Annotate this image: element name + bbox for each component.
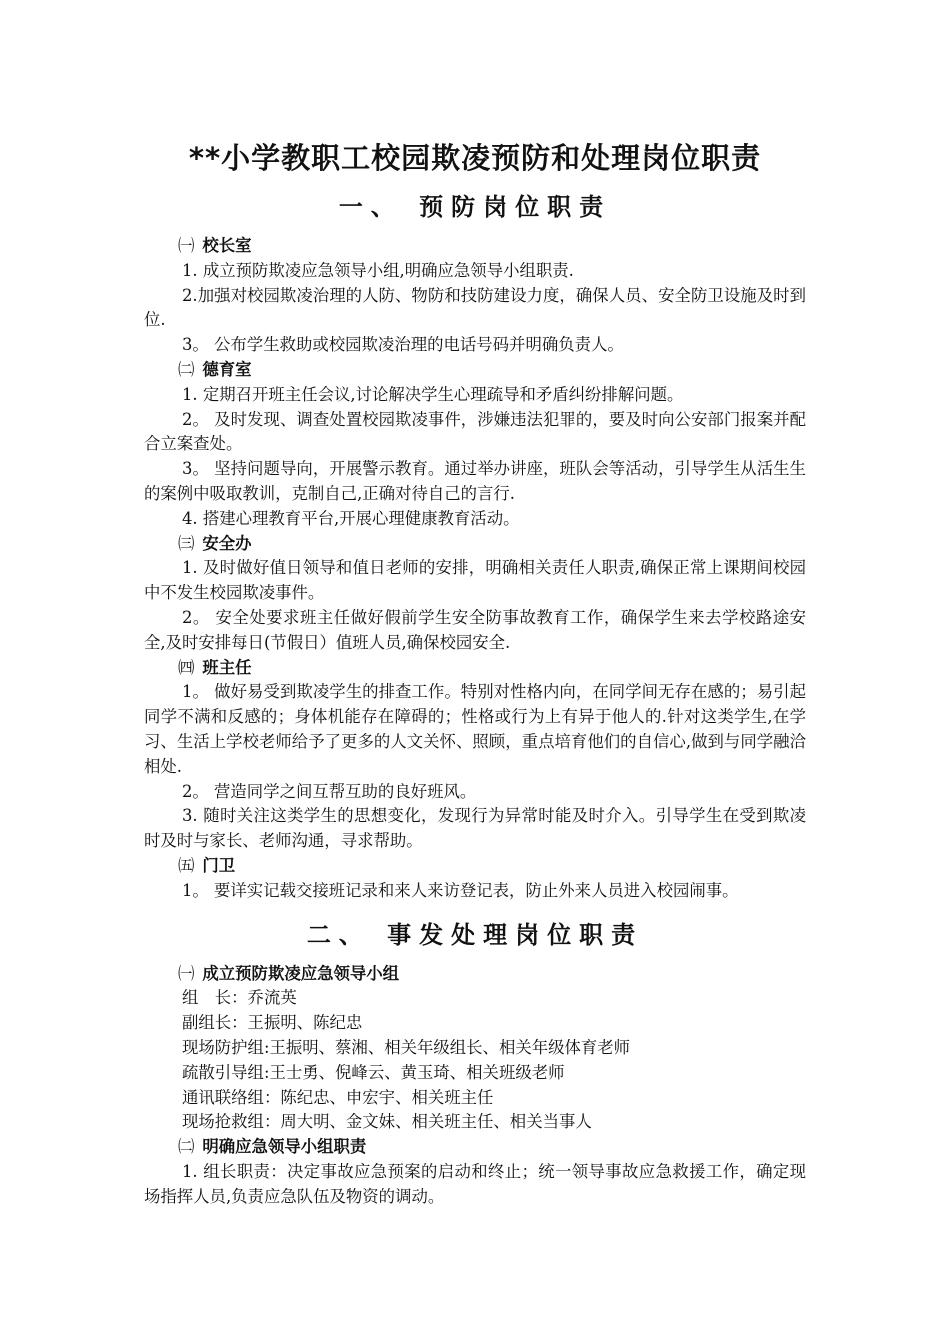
paragraph: 2。 营造同学之间互帮互助的良好班风。 [182, 781, 477, 801]
paragraph: 1. 成立预防欺凌应急领导小组,明确应急领导小组职责. [182, 260, 574, 280]
member-line: 副组长：王振明、陈纪忠 [182, 1013, 363, 1033]
paragraph: 2。 及时发现、调查处置校园欺凌事件，涉嫌违法犯罪的，要及时向公安部门报案并配合立案查处。 [144, 409, 806, 454]
section-heading: ㈠ 校长室 [178, 236, 252, 255]
document-title: **小学教职工校园欺凌预防和处理岗位职责 [188, 141, 762, 175]
part-one-heading: 一、 预防岗位职责 [338, 193, 612, 221]
paragraph: 1。 要详实记载交接班记录和来人来访登记表，防止外来人员进入校园闹事。 [182, 880, 739, 900]
paragraph: 4. 搭建心理教育平台,开展心理健康教育活动。 [182, 508, 520, 528]
section-heading: ㈡ 德育室 [178, 359, 252, 379]
paragraph: 1. 组长职责：决定事故应急预案的启动和终止；统一领导事故应急救援工作，确定现场指挥人员,负责应急队伍及物资的调动。 [144, 1161, 806, 1206]
paragraph: 1. 及时做好值日领导和值日老师的安排，明确相关责任人职责,确保正常上课期间校园中不发生校园欺凌事件。 [144, 558, 806, 603]
section-heading: ㈤ 门卫 [178, 855, 236, 875]
paragraph: 2。 安全处要求班主任做好假前学生安全防事故教育工作，确保学生来去学校路途安全,及时安排每日(节假日）值班人员,确保校园安全. [144, 607, 806, 652]
part-two-body [144, 962, 806, 1210]
member-line: 疏散引导组:王士勇、倪峰云、黄玉琦、相关班级老师 [182, 1062, 565, 1082]
paragraph: 2.加强对校园欺凌治理的人防、物防和技防建设力度，确保人员、安全防卫设施及时到位. [144, 285, 806, 330]
part-one-body [144, 234, 806, 904]
member-line: 通讯联络组：陈纪忠、申宏宇、相关班主任 [182, 1087, 494, 1107]
section-heading: ㈢ 安全办 [178, 533, 252, 553]
member-line: 组 长：乔流英 [182, 988, 297, 1008]
section-heading: ㈣ 班主任 [178, 657, 252, 677]
member-line: 现场防护组:王振明、蔡湘、相关年级组长、相关年级体育老师 [182, 1037, 631, 1057]
paragraph: 3。 公布学生救助或校园欺凌治理的电话号码并明确负责人。 [182, 335, 624, 355]
section-heading: ㈠ 成立预防欺凌应急领导小组 [178, 963, 400, 983]
paragraph: 3. 随时关注这类学生的思想变化，发现行为异常时能及时介入。引导学生在受到欺凌时及时与家长、老师沟通，寻求帮助。 [144, 806, 806, 851]
part-two-heading: 二、 事发处理岗位职责 [306, 920, 644, 949]
member-line: 现场抢救组：周大明、金文妹、相关班主任、相关当事人 [182, 1112, 592, 1132]
paragraph: 1。 做好易受到欺凌学生的排查工作。特别对性格内向，在同学间无存在感的；易引起同学不满和反感的；身体机能存在障碍的；性格或行为上有异于他人的.针对这类学生,在学习、生活上学校老师给予了更多的人文关怀、照顾，重点培育他们的自信心,做到与同学融洽相处. [144, 682, 806, 776]
paragraph: 3。 坚持问题导向，开展警示教育。通过举办讲座，班队会等活动，引导学生从活生生的案例中吸取教训，克制自己,正确对待自己的言行. [144, 459, 806, 503]
paragraph: 1. 定期召开班主任会议,讨论解决学生心理疏导和矛盾纠纷排解问题。 [182, 384, 684, 404]
section-heading: ㈡ 明确应急领导小组职责 [178, 1137, 367, 1157]
